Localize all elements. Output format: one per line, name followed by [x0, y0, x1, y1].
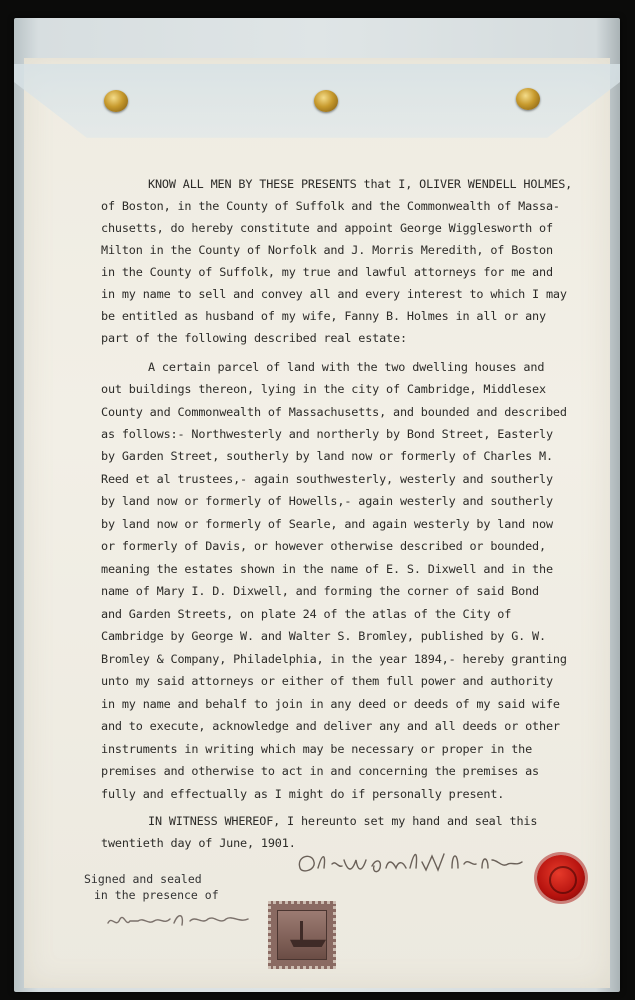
holmes-signature — [292, 838, 532, 888]
signed-line-1: Signed and sealed — [84, 872, 202, 886]
text-line: IN WITNESS WHEREOF, I hereunto set my hand and seal this — [148, 814, 538, 828]
wax-seal-icon — [537, 855, 585, 901]
text-line: out buildings thereon, lying in the city of Cambridge, Middlesex — [101, 382, 546, 396]
text-line: Reed et al trustees,- again southwesterly, westerly and southerly — [101, 472, 553, 486]
text-line: in the County of Suffolk, my true and lawful attorneys for me and — [101, 265, 553, 279]
text-line: chusetts, do hereby constitute and appoint George Wigglesworth of — [101, 221, 553, 235]
text-line: by land now or formerly of Howells,- again westerly and southerly — [101, 494, 553, 508]
text-line: of Boston, in the County of Suffolk and the Commonwealth of Massa- — [101, 199, 560, 213]
signed-line-2: in the presence of — [94, 888, 219, 902]
text-line: in my name and behalf to join in any deed or deeds of my said wife — [101, 697, 560, 711]
text-line: and Garden Streets, on plate 24 of the atlas of the City of — [101, 607, 512, 621]
text-line: be entitled as husband of my wife, Fanny B. Holmes in all or any — [101, 309, 546, 323]
text-line: as follows:- Northwesterly and northerly by Bond Street, Easterly — [101, 427, 553, 441]
text-line: instruments in writing which may be necessary or proper in the — [101, 742, 533, 756]
signed-sealed-label — [84, 871, 219, 903]
text-line: by Garden Street, southerly by land now or formerly of Charles M. — [101, 449, 553, 463]
text-line: Milton in the County of Norfolk and J. Morris Meredith, of Boston — [101, 243, 553, 257]
text-line: unto my said attorneys or either of them full power and authority — [101, 674, 553, 688]
text-line: or formerly of Davis, or however otherwise described or bounded, — [101, 539, 546, 553]
text-line: part of the following described real estate: — [101, 331, 407, 345]
text-line: meaning the estates shown in the name of E. S. Dixwell and in the — [101, 562, 553, 576]
text-line: County and Commonwealth of Massachusetts, and bounded and described — [101, 405, 567, 419]
text-line: Bromley & Company, Philadelphia, in the year 1894,- hereby granting — [101, 652, 567, 666]
text-line: name of Mary I. D. Dixwell, and forming the corner of said Bond — [101, 584, 539, 598]
text-line: premises and otherwise to act in and concerning the premises as — [101, 764, 539, 778]
text-line: KNOW ALL MEN BY THESE PRESENTS that I, OLIVER WENDELL HOLMES, — [148, 177, 573, 191]
text-line: by land now or formerly of Searle, and again westerly by land now — [101, 517, 553, 531]
text-line: Cambridge by George W. and Walter S. Bromley, published by G. W. — [101, 629, 546, 643]
text-line: twentieth day of June, 1901. — [101, 836, 296, 850]
text-line: A certain parcel of land with the two dwelling houses and — [148, 360, 545, 374]
text-line: and to execute, acknowledge and deliver any and all deeds or other — [101, 719, 560, 733]
text-line: fully and effectually as I might do if personally present. — [101, 787, 505, 801]
witness-signature — [104, 905, 254, 935]
revenue-stamp-icon — [268, 901, 336, 969]
text-line: in my name to sell and convey all and every interest to which I may — [101, 287, 567, 301]
